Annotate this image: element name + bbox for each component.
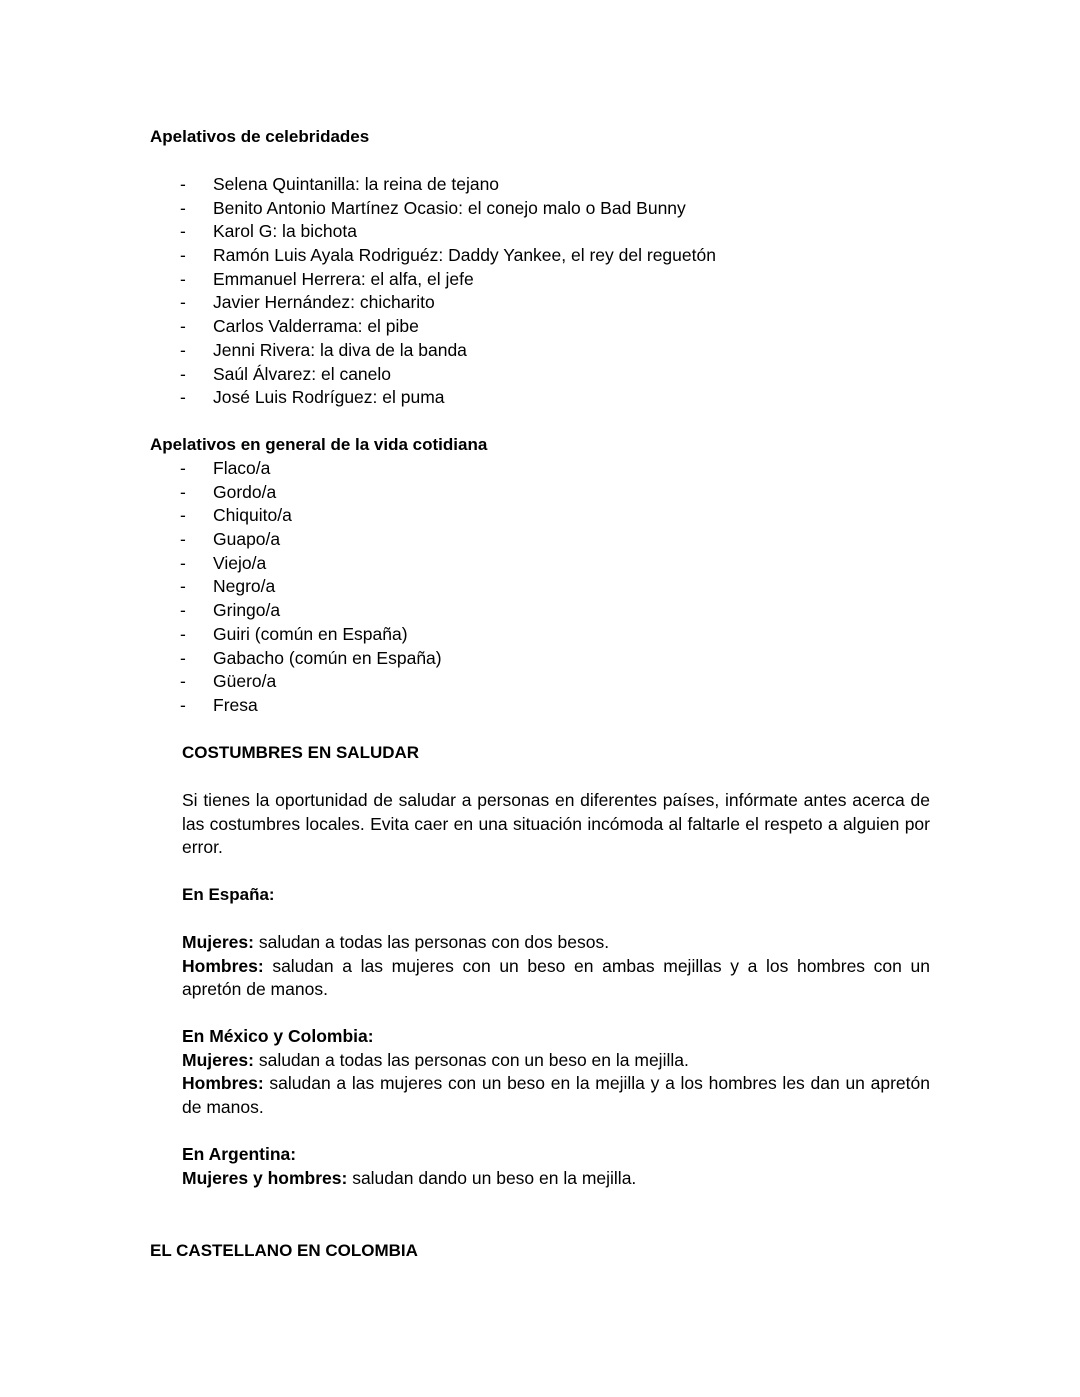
list-dash: - (180, 505, 186, 526)
heading-apelativos-celebridades: Apelativos de celebridades (150, 127, 370, 146)
heading-en-argentina: En Argentina: (182, 1144, 297, 1164)
list-dash: - (180, 647, 186, 668)
list-item: - Benito Antonio Martínez Ocasio: el conejo malo o Bad Bunny (180, 197, 716, 221)
list-dash: - (180, 576, 186, 597)
list-item: - Saúl Álvarez: el canelo (180, 363, 716, 387)
list-item: - Gabacho (común en España) (180, 647, 442, 671)
list-item: - Güero/a (180, 670, 442, 694)
list-dash: - (180, 458, 186, 478)
list-dash: - (180, 316, 186, 337)
men-label: Hombres: (182, 955, 264, 976)
women-label: Mujeres: (182, 932, 254, 952)
list-dash: - (180, 174, 186, 194)
list-item: - Chiquito/a (180, 504, 442, 528)
list-dash: - (180, 694, 186, 715)
spain-greetings (182, 931, 930, 1002)
list-dash: - (180, 245, 186, 266)
list-dash: - (180, 363, 186, 384)
list-item: - Jenni Rivera: la diva de la banda (180, 339, 716, 363)
list-dash: - (180, 600, 186, 621)
list-dash: - (180, 268, 186, 289)
women-and-men-label: Mujeres y hombres: (182, 1167, 348, 1188)
argentina-both-line: Mujeres y hombres: saludan dando un beso en la mejilla. (182, 1167, 637, 1188)
list-dash: - (180, 292, 186, 313)
list-item: - Ramón Luis Ayala Rodriguéz: Daddy Yankee, el rey del reguetón (180, 244, 716, 268)
list-dash: - (180, 387, 186, 408)
list-item: - Guapo/a (180, 528, 442, 552)
list-dash: - (180, 623, 186, 644)
list-item: - Viejo/a (180, 552, 442, 576)
heading-apelativos-vida-cotidiana: Apelativos en general de la vida cotidiana (150, 435, 488, 454)
argentina-greetings (182, 1143, 930, 1190)
celebrity-nicknames-list (180, 173, 716, 410)
women-label: Mujeres: (182, 1049, 254, 1070)
greeting-intro-paragraph: Si tienes la oportunidad de saludar a personas en diferentes países, infórmate antes acerca de las costumbres locales. Evita caer en una situación incómoda al faltarle el respeto a alguien por error. (182, 790, 930, 857)
heading-en-espana: En España: (182, 885, 275, 904)
list-item: - Emmanuel Herrera: el alfa, el jefe (180, 268, 716, 292)
list-dash: - (180, 481, 186, 502)
list-dash: - (180, 221, 186, 242)
list-item: - Karol G: la bichota (180, 220, 716, 244)
list-dash: - (180, 552, 186, 573)
heading-costumbres-saludar: COSTUMBRES EN SALUDAR (182, 743, 420, 762)
men-label: Hombres: (182, 1073, 264, 1093)
list-item: - Guiri (común en España) (180, 623, 442, 647)
list-dash: - (180, 197, 186, 218)
mexico-colombia-greetings (182, 1025, 930, 1119)
mexico-men-line: Hombres: saludan a las mujeres con un beso en la mejilla y a los hombres les dan un apretón de manos. (182, 1073, 930, 1117)
list-item: - Javier Hernández: chicharito (180, 291, 716, 315)
list-item: - Negro/a (180, 575, 442, 599)
list-item: - Gringo/a (180, 599, 442, 623)
heading-en-mexico-colombia: En México y Colombia: (182, 1026, 374, 1046)
list-item: - Selena Quintanilla: la reina de tejano (180, 173, 716, 197)
list-item: - José Luis Rodríguez: el puma (180, 386, 716, 410)
list-item: - Flaco/a (180, 457, 442, 481)
everyday-nicknames-list (180, 457, 442, 718)
list-item: - Fresa (180, 694, 442, 718)
list-dash: - (180, 529, 186, 550)
mexico-women-line: Mujeres: saludan a todas las personas con un beso en la mejilla. (182, 1049, 689, 1070)
heading-castellano-colombia: EL CASTELLANO EN COLOMBIA (150, 1241, 418, 1260)
list-dash: - (180, 339, 186, 360)
list-item: - Gordo/a (180, 481, 442, 505)
spain-men-line: Hombres: saludan a las mujeres con un beso en ambas mejillas y a los hombres con un apretón de manos. (182, 955, 930, 999)
list-dash: - (180, 671, 186, 692)
list-item: - Carlos Valderrama: el pibe (180, 315, 716, 339)
spain-women-line: Mujeres: saludan a todas las personas con dos besos. (182, 932, 610, 952)
